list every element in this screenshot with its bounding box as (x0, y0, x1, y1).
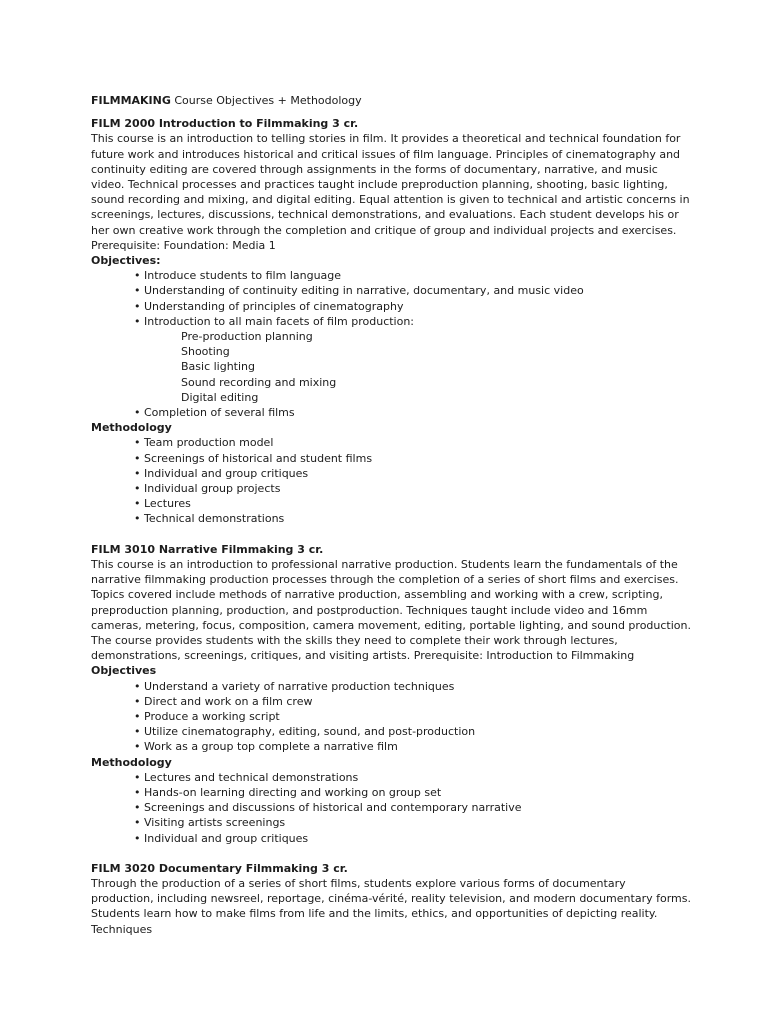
list-item: • Individual and group critiques (134, 466, 691, 481)
page-title-rest: Course Objectives + Methodology (170, 94, 362, 107)
list-item: • Produce a working script (134, 709, 691, 724)
document-content (91, 93, 691, 952)
objectives-label: Objectives (91, 664, 157, 678)
course-heading: FILM 3020 Documentary Filmmaking 3 cr. (91, 861, 348, 875)
page-title-bold: FILMMAKING (91, 94, 171, 107)
course-prerequisite: Prerequisite: Foundation: Media 1 (91, 238, 276, 252)
sub-list-item: Digital editing (181, 390, 259, 404)
list-item: • Understand a variety of narrative production techniques (134, 679, 691, 694)
list-item: • Hands-on learning directing and working on group set (134, 785, 691, 800)
course-heading: FILM 2000 Introduction to Filmmaking 3 cr. (91, 117, 359, 131)
methodology-label: Methodology (91, 755, 172, 769)
list-item: • Introduce students to film language (134, 268, 691, 283)
sub-list-item: Basic lighting (181, 360, 256, 374)
list-item: • Lectures (134, 496, 691, 511)
course-description: Through the production of a series of short films, students explore various forms of documentary production, including newsreel, reportage, cinéma-vérité, reality television, and modern documentary forms. Students learn how to make films from life and the limits, ethics, and opportunities of depicting reality. Techniques (91, 876, 691, 936)
methodology-label: Methodology (91, 421, 172, 435)
list-item: • Individual and group critiques (134, 831, 691, 846)
list-item: • Technical demonstrations (134, 511, 691, 526)
production-facets-list (144, 329, 691, 405)
list-item: • Individual group projects (134, 481, 691, 496)
list-item: • Understanding of continuity editing in narrative, documentary, and music video (134, 283, 691, 298)
methodology-list (91, 770, 691, 846)
course-heading: FILM 3010 Narrative Filmmaking 3 cr. (91, 542, 324, 556)
list-item: • Direct and work on a film crew (134, 694, 691, 709)
course-description: This course is an introduction to professional narrative production. Students learn the fundamentals of the narrative filmmaking production processes through the completion of a series of short films and exercises. Topics covered include methods of narrative production, assembling and working with a crew, scripting, preproduction planning, production, and postproduction. Techniques taught include video and 16mm cameras, metering, focus, composition, camera movement, editing, portable lighting, and sound production. The course provides students with the skills they need to complete their work through lectures, demonstrations, screenings, critiques, and visiting artists. Prerequisite: Introduction to Filmmaking (91, 557, 691, 663)
list-item-label: Introduction to all main facets of film production: (144, 314, 415, 328)
list-item: • Lectures and technical demonstrations (134, 770, 691, 785)
list-item: • Utilize cinematography, editing, sound, and post-production (134, 724, 691, 739)
list-item: • Screenings of historical and student films (134, 451, 691, 466)
sub-list-item: Shooting (181, 345, 230, 359)
sub-list-item: Pre-production planning (181, 330, 313, 344)
list-item: • Completion of several films (134, 405, 691, 420)
objectives-list (91, 679, 691, 755)
list-item: • Screenings and discussions of historical and contemporary narrative (134, 800, 691, 815)
course-film-3010 (91, 542, 691, 846)
list-item (134, 314, 691, 405)
methodology-list (91, 435, 691, 526)
course-film-3020 (91, 861, 691, 937)
list-item: • Understanding of principles of cinematography (134, 299, 691, 314)
list-item: • Team production model (134, 435, 691, 450)
list-item: • Work as a group top complete a narrative film (134, 739, 691, 754)
list-item: • Visiting artists screenings (134, 815, 691, 830)
course-description: This course is an introduction to telling stories in film. It provides a theoretical and technical foundation for future work and introduces historical and critical issues of film language. Principles of cinematography and continuity editing are covered through assignments in the forms of documentary, narrative, and music video. Technical processes and practices taught include preproduction planning, shooting, basic lighting, sound recording and mixing, and digital editing. Equal attention is given to technical and artistic concerns in screenings, lectures, discussions, technical demonstrations, and evaluations. Each student develops his or her own creative work through the completion and critique of group and individual projects and exercises. (91, 132, 690, 237)
page-title (91, 93, 691, 108)
objectives-label: Objectives: (91, 254, 161, 268)
sub-list-item: Sound recording and mixing (181, 375, 337, 389)
course-film-2000 (91, 116, 691, 526)
objectives-list (91, 268, 691, 420)
